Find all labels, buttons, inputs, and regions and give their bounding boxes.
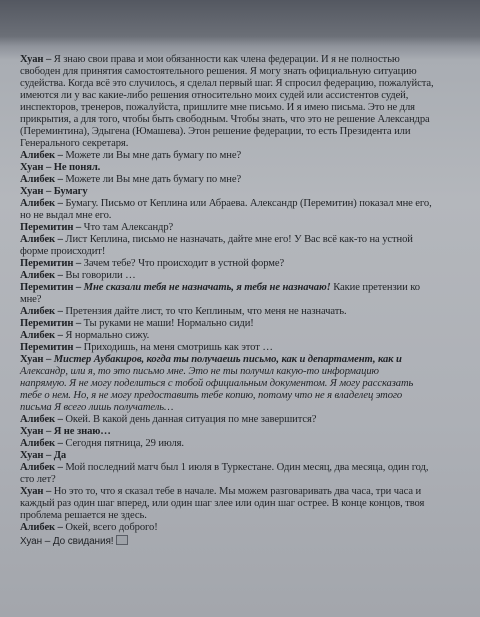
text-line: каждый раз один шаг вперед, или один шаг злее или один шаг острее. В конце концов, твоя — [20, 498, 425, 509]
text-line: Алибек – Окей, всего доброго! — [20, 522, 158, 533]
text-line: Хуан – До свидания! — [20, 535, 128, 548]
text-line: Перемитин – Ты руками не маши! Нормально сиди! — [20, 318, 254, 329]
text-line: напрямую. Я не могу поделиться с тобой официальным документом. Я могу рассказать — [20, 378, 414, 389]
text-line: Алибек – Сегодня пятница, 29 июля. — [20, 438, 184, 449]
text-line: Алибек – Лист Кеплина, письмо не назначать, дайте мне его! У Вас всё как-то на устной — [20, 234, 413, 245]
text-line: Хуан – Да — [20, 450, 67, 461]
text-line: имеются ли у вас какие-либо решения относительно моих судей или ассистентов судей, — [20, 90, 409, 101]
text-line: но не выдал мне его. — [20, 210, 112, 221]
text-line: инспекторов, тренеров, пожалуйста, пришлите мне письмо. И я имею письма. Это не для — [20, 102, 415, 113]
text-line: (Переминтина), Эдыгена (Юмашева). Этон решение федерации, то есть Президента или — [20, 126, 411, 137]
text-line: Хуан – Я знаю свои права и мои обязанности как члена федерации. И я не полностью — [20, 54, 400, 65]
text-line: Алибек – Претензия дайте лист, то что Кеплиным, что меня не назначать. — [20, 306, 347, 317]
paste-options-icon[interactable] — [116, 535, 128, 545]
text-line: прикрытия, а для того, чтобы быть свободным. Чтобы знать, что это не решение Александра — [20, 114, 430, 125]
text-line: Алибек – Бумагу. Письмо от Кеплина или Абраева. Александр (Перемитин) показал мне его, — [20, 198, 432, 209]
text-line: Генерального секретаря. — [20, 138, 129, 149]
text-line: Алибек – Вы говорили … — [20, 270, 136, 281]
text-line: Александр, или я, то это письмо мне. Это не ты получил какую-то информацию — [20, 366, 379, 377]
text-line: Алибек – Можете ли Вы мне дать бумагу по мне? — [20, 174, 242, 185]
text-line: Алибек – Окей. В какой день данная ситуация по мне завершится? — [20, 414, 317, 425]
text-line: тебе о нем. Но, я не могу предоставить тебе копию, потому что не я владелец этого — [20, 390, 403, 401]
text-line: Алибек – Мой последний матч был 1 июля в Туркестане. Один месяц, два месяца, один год, — [20, 462, 429, 473]
text-line: Хуан – Мистер Аубакиров, когда ты получаешь письмо, как и департамент, как и — [20, 354, 402, 365]
text-line: судейства. Когда всё это случилось, я сделал первый шаг. Я спросил федерацию, пожалуйста, — [20, 78, 434, 89]
text-line: проблема решается не здесь. — [20, 510, 147, 521]
text-line: Хуан – Не понял. — [20, 162, 101, 173]
text-line: мне? — [20, 294, 42, 305]
text-line: Перемитин – Зачем тебе? Что происходит в устной форме? — [20, 258, 285, 269]
text-line: Перемитин – Что там Александр? — [20, 222, 174, 233]
text-line: Перемитин – Приходишь, на меня смотришь как этот … — [20, 342, 273, 353]
text-line: сто лет? — [20, 474, 56, 485]
text-line: свободен для принятия самостоятельного решения. Я могу знать официальную ситуацию — [20, 66, 417, 77]
text-line: Хуан – Но это то, что я сказал тебе в начале. Мы можем разговаривать два часа, три часа и — [20, 486, 422, 497]
text-line: Перемитин – Мне сказали тебя не назначать, я тебя не назначаю! Какие претензии ко — [20, 282, 420, 293]
text-line: Алибек – Можете ли Вы мне дать бумагу по мне? — [20, 150, 242, 161]
text-line: Хуан – Я не знаю… — [20, 426, 111, 437]
text-line: форме происходит! — [20, 246, 106, 257]
text-line: Хуан – Бумагу — [20, 186, 88, 197]
document-page — [0, 48, 480, 617]
text-line: письма Я всего лишь получатель… — [20, 402, 174, 413]
text-line: Алибек – Я нормально сижу. — [20, 330, 150, 341]
